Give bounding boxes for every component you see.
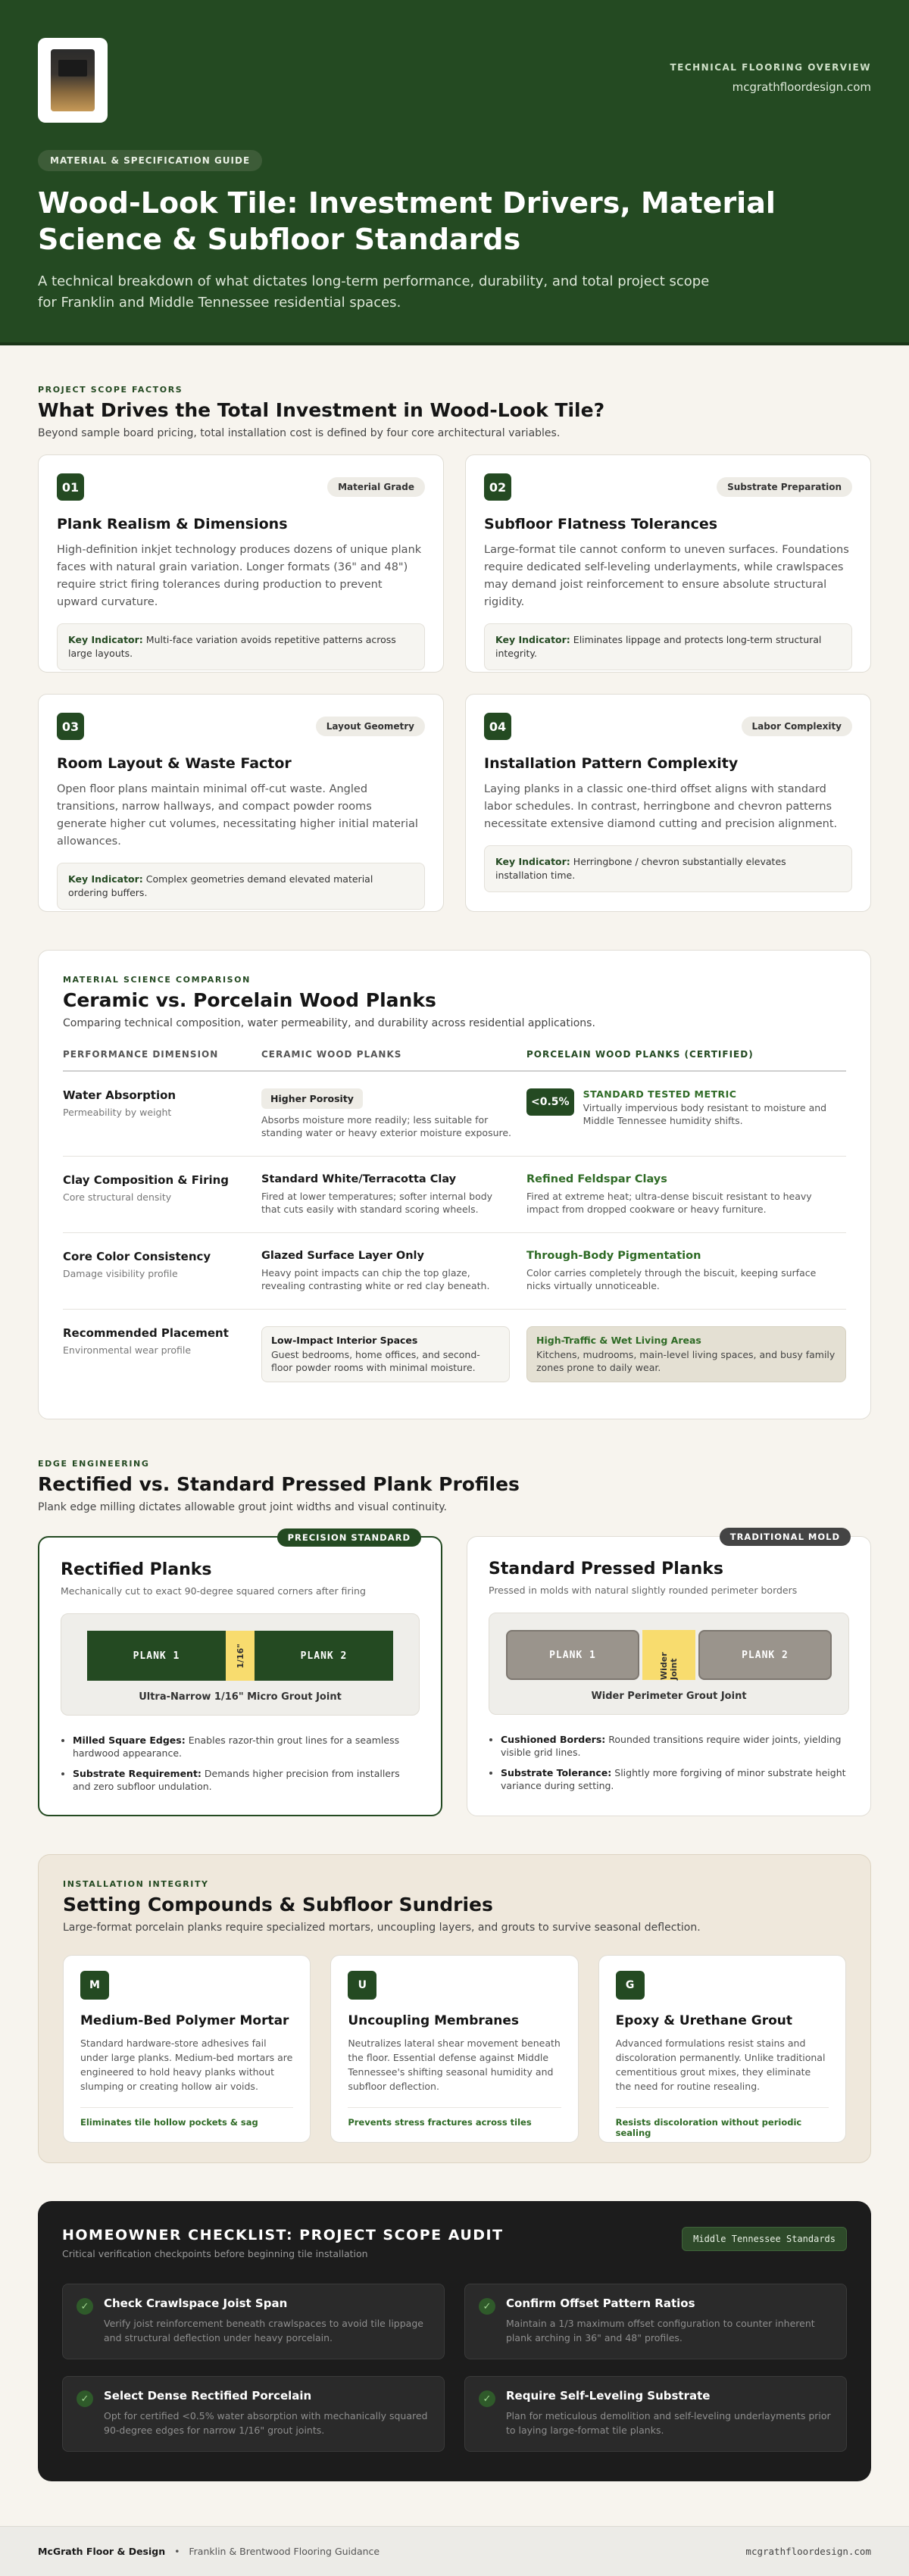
comparison-eyebrow: MATERIAL SCIENCE COMPARISON (63, 975, 251, 985)
factor-card (465, 694, 871, 912)
bullet-item: • Cushioned Borders: Rounded transitions require wider joints, yielding visible grid lines. (501, 1733, 849, 1759)
rectified-title: Rectified Planks (61, 1560, 212, 1579)
overview-label: TECHNICAL FLOORING OVERVIEW (670, 62, 871, 73)
precision-tag: PRECISION STANDARD (277, 1528, 421, 1547)
factor-body: Open floor plans maintain minimal off-cut waste. Angled transitions, narrow hallways, and compact powder rooms generate higher cut volumes, necessitating higher initial material allowances. (57, 783, 418, 848)
dimension-subtitle: Damage visibility profile (63, 1268, 178, 1279)
factor-body: Laying planks in a classic one-third offset aligns with standard labor schedules. In contrast, herringbone and chevron patterns necessitate extensive diamond cutting and precision alignment. (484, 783, 838, 830)
dimension-subtitle: Permeability by weight (63, 1107, 172, 1118)
page-title: Wood-Look Tile: Investment Drivers, Material Science & Subfloor Standards (38, 186, 776, 256)
factor-number: 03 (57, 713, 84, 740)
bullet-item: • Milled Square Edges: Enables razor-thin grout lines for a seamless hardwood appearance. (73, 1734, 420, 1759)
factor-number: 01 (57, 473, 84, 501)
key-indicator: Key Indicator: Multi-face variation avoids repetitive patterns across large layouts. (57, 623, 425, 670)
bullet-item: • Substrate Tolerance: Slightly more forgiving of minor substrate height variance during setting. (501, 1766, 849, 1792)
dimension-subtitle: Core structural density (63, 1191, 172, 1203)
table-row (63, 1072, 846, 1157)
checklist-item (62, 2284, 445, 2359)
dimension-subtitle: Environmental wear profile (63, 1344, 192, 1356)
factor-number: 04 (484, 713, 511, 740)
checklist-item-text: Plan for meticulous demolition and self-leveling underlayments prior to laying large-format tile planks. (506, 2410, 831, 2436)
page-subtitle: A technical breakdown of what dictates long-term performance, durability, and total project scope for Franklin and Middle Tennessee residential spaces. (38, 273, 710, 311)
hero-thumbnail (38, 38, 108, 123)
footer-brand: McGrath Floor & Design • Franklin & Brentwood Flooring Guidance (38, 2546, 380, 2557)
absorption-badge: <0.5% (526, 1088, 574, 1116)
checklist-item-title: Check Crawlspace Joist Span (104, 2297, 288, 2310)
check-icon: ✓ (77, 2298, 93, 2315)
ceramic-text: Absorbs moisture more readily; less suitable for standing water or heavy exterior moisture exposure. (261, 1114, 512, 1138)
hero-site-link[interactable]: mcgrathfloordesign.com (732, 80, 871, 94)
checklist-section (38, 2201, 871, 2481)
checklist-subtitle: Critical verification checkpoints before beginning tile installation (62, 2248, 368, 2259)
compound-card (63, 1955, 311, 2143)
porcelain-title: Refined Feldspar Clays (526, 1173, 667, 1185)
edge-subtitle: Plank edge milling dictates allowable grout joint widths and visual continuity. (38, 1501, 448, 1513)
ceramic-placement-box: Low-Impact Interior Spaces Guest bedrooms, home offices, and second-floor powder rooms with minimal moisture. (261, 1326, 510, 1382)
joint-caption: Ultra-Narrow 1/16" Micro Grout Joint (139, 1691, 342, 1703)
compound-body: Neutralizes lateral shear movement beneath the floor. Essential defense against Middle Tennessee's shifting seasonal humidity and subfloor deflection. (348, 2037, 561, 2092)
plank-2: PLANK 2 (698, 1630, 832, 1680)
ceramic-title: Standard White/Terracotta Clay (261, 1173, 457, 1185)
compound-benefit: Eliminates tile hollow pockets & sag (80, 2107, 293, 2128)
porcelain-text: Virtually impervious body resistant to moisture and Middle Tennessee humidity shifts. (583, 1102, 827, 1126)
grout-joint: 1/16" (226, 1631, 255, 1681)
compounds-eyebrow: INSTALLATION INTEGRITY (63, 1879, 209, 1889)
dimension-title: Water Absorption (63, 1088, 176, 1102)
plank-1: PLANK 1 (87, 1631, 226, 1681)
compound-body: Advanced formulations resist stains and discoloration permanently. Unlike traditional cementitious grout mixes, they eliminate the need for routine resealing. (615, 2037, 826, 2092)
comparison-header-row (63, 1049, 846, 1072)
dimension-title: Core Color Consistency (63, 1250, 211, 1263)
compound-card (330, 1955, 578, 2143)
rectified-subtitle: Mechanically cut to exact 90-degree squared corners after firing (61, 1585, 366, 1597)
column-header: CERAMIC WOOD PLANKS (261, 1049, 402, 1060)
compound-title: Uncoupling Membranes (348, 2013, 520, 2028)
mortar-icon: M (80, 1971, 109, 2000)
factor-card (38, 454, 444, 673)
checklist-item-text: Opt for certified <0.5% water absorption with mechanically squared 90-degree edges for narrow 1/16" grout joints. (104, 2410, 428, 2436)
comparison-subtitle: Comparing technical composition, water permeability, and durability across residential applications. (63, 1017, 595, 1029)
key-indicator: Key Indicator: Complex geometries demand elevated material ordering buffers. (57, 863, 425, 910)
plank-2: PLANK 2 (255, 1631, 393, 1681)
grout-joint: Wider Joint (642, 1630, 695, 1680)
compound-card (598, 1955, 846, 2143)
porcelain-title: STANDARD TESTED METRIC (583, 1088, 737, 1100)
checklist-item-text: Verify joist reinforcement beneath crawlspaces to avoid tile lippage and structural deflection under heavy porcelain. (104, 2318, 423, 2343)
compounds-subtitle: Large-format porcelain planks require specialized mortars, uncoupling layers, and grouts to survive seasonal deflection. (63, 1922, 701, 1934)
compounds-section (38, 1854, 871, 2163)
factor-pill: Layout Geometry (316, 717, 425, 736)
porcelain-text: Color carries completely through the biscuit, keeping surface nicks virtually unnoticeable. (526, 1267, 817, 1291)
checklist-item (464, 2376, 847, 2452)
membrane-icon: U (348, 1971, 376, 2000)
compound-title: Medium-Bed Polymer Mortar (80, 2013, 289, 2028)
guide-tag: MATERIAL & SPECIFICATION GUIDE (38, 150, 262, 171)
factors-title: What Drives the Total Investment in Wood-Look Tile? (38, 399, 605, 421)
porcelain-placement-box: High-Traffic & Wet Living Areas Kitchens, mudrooms, main-level living spaces, and busy family zones prone to daily wear. (526, 1326, 846, 1382)
compound-benefit: Resists discoloration without periodic sealing (616, 2107, 829, 2138)
checklist-item (62, 2376, 445, 2452)
factor-title: Room Layout & Waste Factor (57, 755, 292, 772)
column-header: PORCELAIN WOOD PLANKS (CERTIFIED) (526, 1049, 754, 1060)
column-header: PERFORMANCE DIMENSION (63, 1049, 219, 1060)
ceramic-text: Fired at lower temperatures; softer internal body that cuts easily with standard scoring wheels. (261, 1191, 493, 1215)
factors-subtitle: Beyond sample board pricing, total installation cost is defined by four core architectural variables. (38, 427, 561, 439)
footer (0, 2526, 909, 2576)
joint-caption: Wider Perimeter Grout Joint (591, 1691, 747, 1702)
edge-section (0, 1459, 909, 1816)
bullet-item: • Substrate Requirement: Demands higher precision from installers and zero subfloor undulation. (73, 1767, 420, 1793)
grout-icon: G (616, 1971, 645, 2000)
joint-diagram (61, 1613, 420, 1716)
footer-site-link[interactable]: mcgrathfloordesign.com (745, 2546, 871, 2557)
factor-title: Subfloor Flatness Tolerances (484, 516, 718, 532)
check-icon: ✓ (479, 2390, 495, 2407)
check-icon: ✓ (479, 2298, 495, 2315)
factor-pill: Substrate Preparation (717, 477, 852, 497)
rectified-card (38, 1532, 442, 1816)
pressed-card (467, 1532, 871, 1816)
key-indicator: Key Indicator: Eliminates lippage and protects long-term structural integrity. (484, 623, 852, 670)
factor-card (465, 454, 871, 673)
room-photo-icon (51, 49, 95, 111)
factors-eyebrow: PROJECT SCOPE FACTORS (38, 385, 183, 395)
factor-body: High-definition inkjet technology produces dozens of unique plank faces with natural grain variation. Longer formats (36" and 48") require strict firing tolerances during production to prevent upward curvature. (57, 544, 422, 608)
table-row (63, 1157, 846, 1233)
checklist-item-text: Maintain a 1/3 maximum offset configuration to counter inherent plank arching in 36" and 48" profiles. (506, 2318, 815, 2343)
compounds-title: Setting Compounds & Subfloor Sundries (63, 1894, 493, 1916)
checklist-item-title: Confirm Offset Pattern Ratios (506, 2297, 695, 2310)
compound-title: Epoxy & Urethane Grout (615, 2013, 793, 2028)
checklist-item-title: Require Self-Leveling Substrate (506, 2389, 711, 2403)
pressed-title: Standard Pressed Planks (489, 1560, 724, 1578)
compound-body: Standard hardware-store adhesives fail under large planks. Medium-bed mortars are engineered to hold heavy planks without slumping or creating hollow air voids. (80, 2037, 293, 2092)
edge-title: Rectified vs. Standard Pressed Plank Profiles (38, 1473, 520, 1495)
factors-section (0, 385, 909, 912)
comparison-table-card (38, 950, 871, 1419)
factor-pill: Labor Complexity (742, 717, 852, 736)
checklist-item-title: Select Dense Rectified Porcelain (104, 2389, 312, 2403)
factor-title: Plank Realism & Dimensions (57, 516, 288, 532)
porcelain-text: Fired at extreme heat; ultra-dense biscuit resistant to heavy impact from dropped cookware or heavy furniture. (526, 1191, 812, 1215)
compound-benefit: Prevents stress fractures across tiles (348, 2107, 561, 2128)
dimension-title: Clay Composition & Firing (63, 1173, 230, 1187)
pressed-subtitle: Pressed in molds with natural slightly rounded perimeter borders (489, 1585, 798, 1596)
comparison-title: Ceramic vs. Porcelain Wood Planks (63, 989, 436, 1011)
factor-pill: Material Grade (327, 477, 425, 497)
table-row (63, 1310, 846, 1399)
checklist-item (464, 2284, 847, 2359)
joint-diagram (489, 1613, 849, 1715)
factor-title: Installation Pattern Complexity (484, 755, 739, 772)
table-row (63, 1233, 846, 1310)
key-indicator: Key Indicator: Herringbone / chevron substantially elevates installation time. (484, 845, 852, 892)
factor-card (38, 694, 444, 912)
check-icon: ✓ (77, 2390, 93, 2407)
ceramic-text: Heavy point impacts can chip the top glaze, revealing contrasting white or red clay beneath. (261, 1267, 490, 1291)
traditional-tag: TRADITIONAL MOLD (720, 1528, 851, 1546)
factor-body: Large-format tile cannot conform to uneven surfaces. Foundations require dedicated self-leveling underlayments, while crawlspaces may demand joist reinforcement to ensure absolute structural rigidity. (484, 544, 849, 608)
checklist-title: HOMEOWNER CHECKLIST: PROJECT SCOPE AUDIT (62, 2227, 504, 2243)
edge-eyebrow: EDGE ENGINEERING (38, 1459, 150, 1469)
porcelain-title: Through-Body Pigmentation (526, 1250, 701, 1262)
factor-number: 02 (484, 473, 511, 501)
dimension-title: Recommended Placement (63, 1326, 229, 1340)
hero-header (0, 0, 909, 345)
porosity-badge: Higher Porosity (261, 1088, 363, 1109)
ceramic-title: Glazed Surface Layer Only (261, 1250, 424, 1262)
standards-badge: Middle Tennessee Standards (682, 2227, 847, 2251)
plank-1: PLANK 1 (506, 1630, 639, 1680)
